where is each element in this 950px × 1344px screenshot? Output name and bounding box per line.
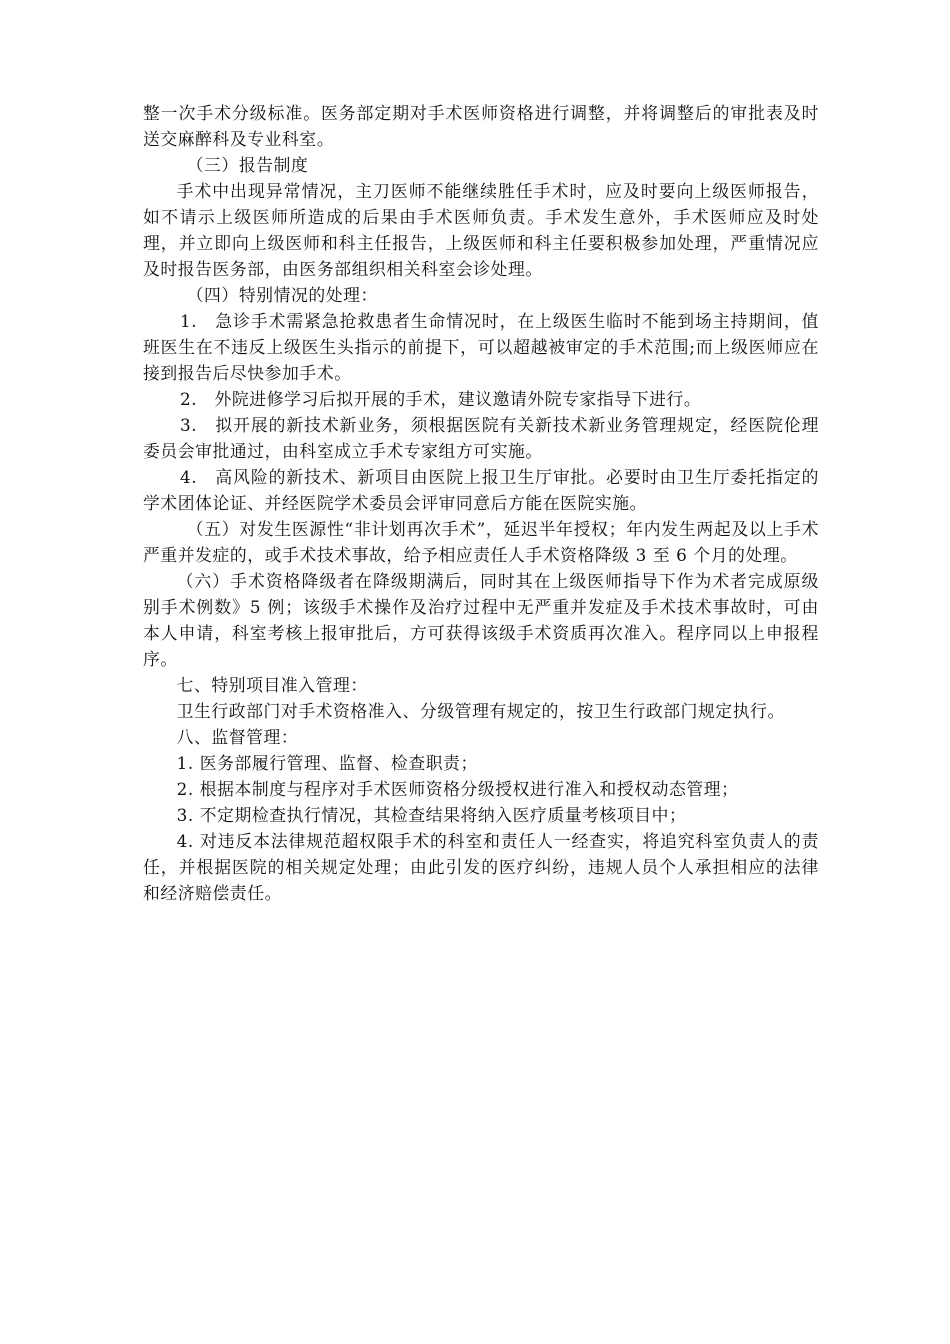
paragraph-section-five: （五）对发生医源性“非计划再次手术”，延迟半年授权；年内发生两起及以上手术严重并发症的，或手术技术事故，给予相应责任人手术资格降级 3 至 6 个月的处理。: [143, 519, 819, 565]
document-body: [143, 100, 819, 906]
section-heading-special-cases: （四）特别情况的处理：: [186, 285, 378, 305]
list-item-supervision-2: 2. 根据本制度与程序对手术医师资格分级授权进行准入和授权动态管理；: [176, 779, 739, 799]
list-item-high-risk-projects: 4. 高风险的新技术、新项目由医院上报卫生厅审批。必要时由卫生厅委托指定的学术团体论证、并经医院学术委员会评审同意后方能在医院实施。: [143, 467, 819, 513]
paragraph-special-items: 卫生行政部门对手术资格准入、分级管理有规定的，按卫生行政部门规定执行。: [176, 701, 785, 721]
paragraph-continuation: 整一次手术分级标准。医务部定期对手术医师资格进行调整，并将调整后的审批表及时送交麻醉科及专业科室。: [143, 103, 819, 149]
section-heading-special-items: 七、特别项目准入管理：: [176, 675, 368, 695]
list-item-emergency-surgery: 1. 急诊手术需紧急抢救患者生命情况时，在上级医生临时不能到场主持期间，值班医生在不违反上级医生头指示的前提下，可以超越被审定的手术范围;而上级医师应在接到报告后尽快参加手术。: [143, 311, 819, 383]
section-heading-supervision: 八、监督管理：: [176, 727, 299, 747]
list-item-supervision-4: 4. 对违反本法律规范超权限手术的科室和责任人一经查实，将追究科室负责人的责任，并根据医院的相关规定处理；由此引发的医疗纠纷，违规人员个人承担相应的法律和经济赔偿责任。: [143, 831, 819, 903]
paragraph-report-system: 手术中出现异常情况，主刀医师不能继续胜任手术时，应及时要向上级医师报告，如不请示上级医师所造成的后果由手术医师负责。手术发生意外，手术医师应及时处理，并立即向上级医师和科主任报告，上级医师和科主任要积极参加处理，严重情况应及时报告医务部，由医务部组织相关科室会诊处理。: [143, 181, 819, 279]
list-item-supervision-3: 3. 不定期检查执行情况，其检查结果将纳入医疗质量考核项目中；: [176, 805, 687, 825]
paragraph-section-six: （六）手术资格降级者在降级期满后，同时其在上级医师指导下作为术者完成原级别手术例数》5 例；该级手术操作及治疗过程中无严重并发症及手术技术事故时，可由本人申请，科室考核上报审批后，方可获得该级手术资质再次准入。程序同以上申报程序。: [143, 571, 819, 669]
list-item-supervision-1: 1. 医务部履行管理、监督、检查职责；: [176, 753, 478, 773]
section-heading-report-system: （三）报告制度: [186, 155, 309, 175]
list-item-new-technology: 3. 拟开展的新技术新业务，须根据医院有关新技术新业务管理规定，经医院伦理委员会审批通过，由科室成立手术专家组方可实施。: [143, 415, 819, 461]
list-item-external-training: 2. 外院进修学习后拟开展的手术，建议邀请外院专家指导下进行。: [179, 389, 702, 409]
